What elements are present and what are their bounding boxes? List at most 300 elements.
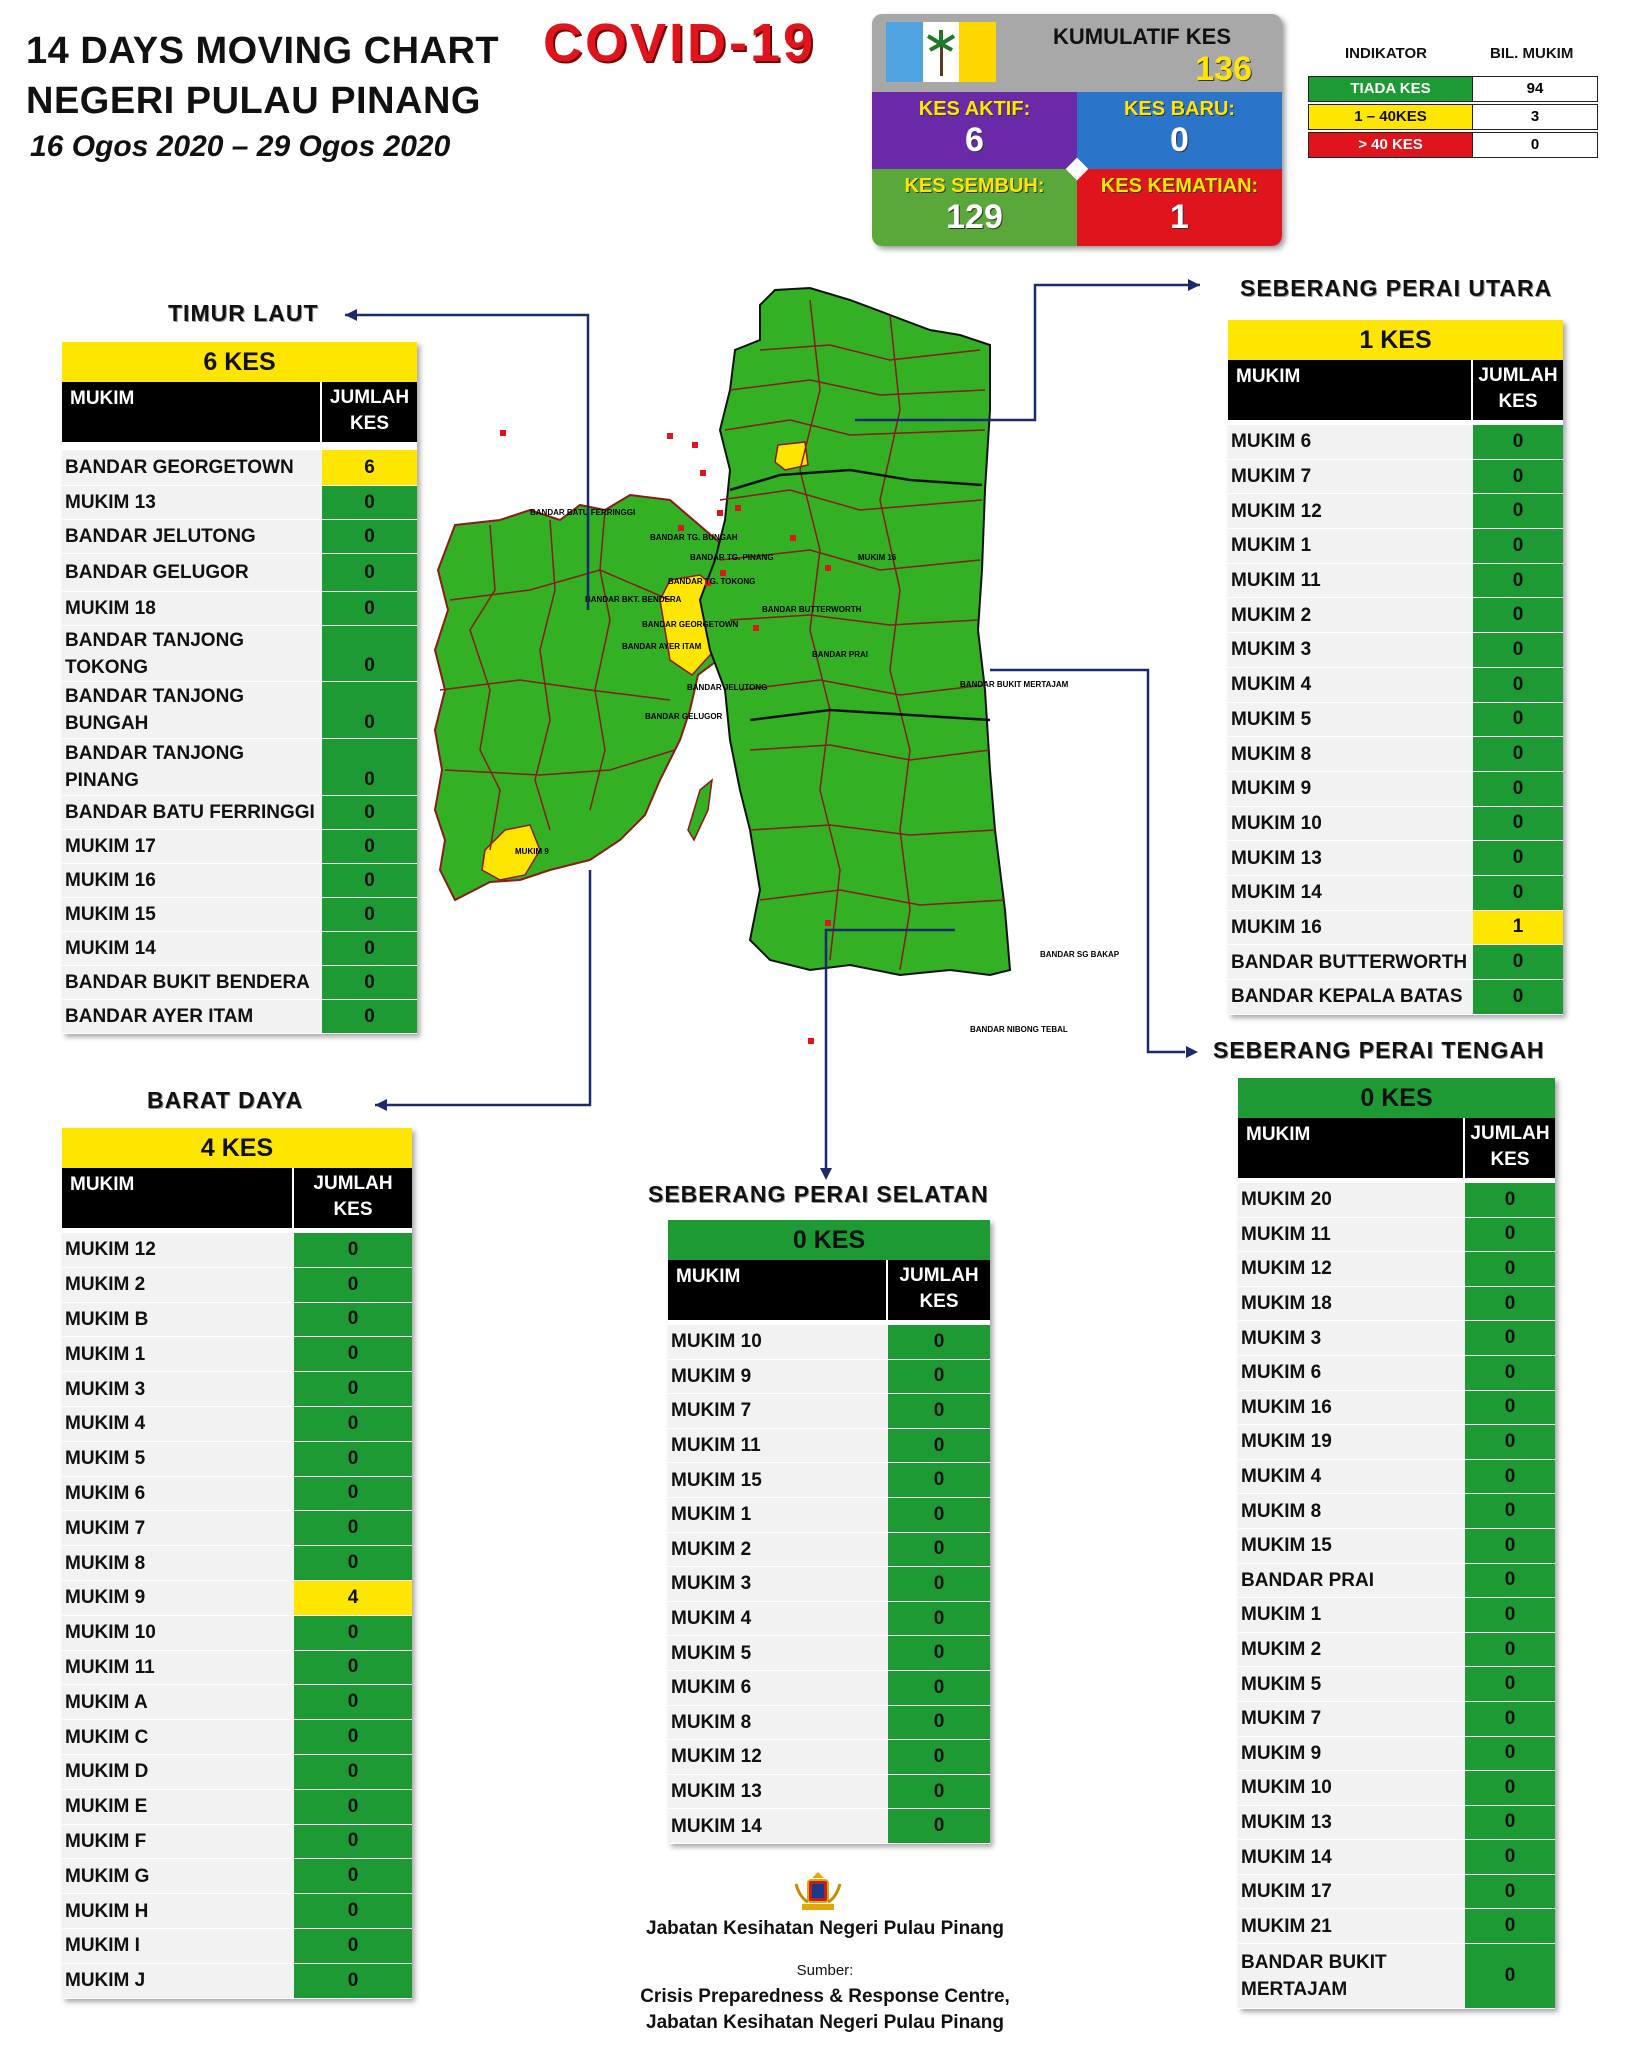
mukim-name: MUKIM 8 bbox=[1238, 1494, 1465, 1528]
table-row bbox=[62, 1442, 412, 1477]
table-row bbox=[1238, 1737, 1555, 1772]
table-row bbox=[1238, 1529, 1555, 1564]
map-label: MUKIM 9 bbox=[515, 847, 549, 856]
map-label: BANDAR TG. TOKONG bbox=[668, 577, 756, 586]
table-row: BANDAR TANJONG BUNGAH 0 bbox=[62, 682, 417, 739]
case-count: 0 bbox=[294, 1442, 412, 1476]
table-row bbox=[1238, 1564, 1555, 1599]
table-row bbox=[62, 1929, 412, 1964]
mukim-name: MUKIM 13 bbox=[1238, 1806, 1465, 1840]
mukim-name: BANDAR PRAI bbox=[1238, 1564, 1465, 1598]
table-row bbox=[1238, 1598, 1555, 1633]
table-row bbox=[668, 1533, 990, 1568]
mukim-name: MUKIM 11 bbox=[668, 1429, 888, 1463]
dept-name: Jabatan Kesihatan Negeri Pulau Pinang bbox=[646, 1918, 1004, 1939]
mukim-name: MUKIM 3 bbox=[1228, 633, 1473, 667]
mukim-name: MUKIM 5 bbox=[62, 1442, 294, 1476]
table-row bbox=[1238, 1875, 1555, 1910]
case-count: 0 bbox=[1465, 1425, 1555, 1459]
mukim-name: MUKIM 11 bbox=[1228, 564, 1473, 598]
table-row bbox=[1228, 911, 1563, 946]
chart-title: 14 DAYS MOVING CHART bbox=[26, 30, 500, 72]
table-row: BANDAR BUKIT BENDERA 0 bbox=[62, 966, 417, 1000]
date-range: 16 Ogos 2020 – 29 Ogos 2020 bbox=[30, 130, 451, 163]
state-title: NEGERI PULAU PINANG bbox=[26, 80, 481, 122]
table-row: BANDAR TANJONG PINANG 0 bbox=[62, 739, 417, 796]
case-count: 0 bbox=[294, 1859, 412, 1893]
case-count: 0 bbox=[294, 1894, 412, 1928]
map-label: BANDAR TG. PINANG bbox=[690, 553, 774, 562]
table-row bbox=[668, 1636, 990, 1671]
table-row bbox=[62, 1685, 412, 1720]
case-count: 0 bbox=[1473, 529, 1563, 563]
table-row bbox=[1238, 1667, 1555, 1702]
case-count: 0 bbox=[294, 1268, 412, 1302]
case-count: 0 bbox=[888, 1463, 990, 1497]
table-row bbox=[62, 1581, 412, 1616]
case-count: 0 bbox=[1465, 1909, 1555, 1943]
table-row bbox=[62, 1859, 412, 1894]
barat-daya-panel bbox=[62, 1128, 412, 1999]
indicator-label: TIADA KES bbox=[1309, 77, 1472, 101]
table-row bbox=[1228, 807, 1563, 842]
table-row bbox=[62, 1755, 412, 1790]
case-count: 0 bbox=[1473, 980, 1563, 1014]
case-count: 0 bbox=[294, 1720, 412, 1754]
case-count: 0 bbox=[1465, 1806, 1555, 1840]
case-count: 4 bbox=[294, 1581, 412, 1615]
table-row bbox=[1238, 1391, 1555, 1426]
table-row bbox=[668, 1394, 990, 1429]
mukim-name: MUKIM 14 bbox=[1228, 876, 1473, 910]
case-count: 0 bbox=[294, 1546, 412, 1580]
mukim-name: MUKIM 8 bbox=[1228, 737, 1473, 771]
case-count: 0 bbox=[1465, 1391, 1555, 1425]
mukim-name: MUKIM 9 bbox=[668, 1360, 888, 1394]
table-row bbox=[62, 1372, 412, 1407]
table-row: BANDAR JELUTONG 0 bbox=[62, 520, 417, 554]
table-row bbox=[1228, 564, 1563, 599]
table-header bbox=[62, 1168, 412, 1228]
table-row bbox=[1238, 1252, 1555, 1287]
case-count: 0 bbox=[294, 1651, 412, 1685]
case-count: 0 bbox=[1465, 1321, 1555, 1355]
sembuh-value: 129 bbox=[946, 198, 1003, 236]
case-count: 0 bbox=[294, 1372, 412, 1406]
case-count: 0 bbox=[294, 1790, 412, 1824]
case-count: 0 bbox=[294, 1477, 412, 1511]
table-row: MUKIM 13 0 bbox=[62, 486, 417, 520]
indicator-label: 1 – 40KES bbox=[1309, 105, 1472, 129]
kes-banner: 6 KES bbox=[62, 342, 417, 382]
table-row bbox=[1238, 1183, 1555, 1218]
case-count: 0 bbox=[294, 1337, 412, 1371]
mukim-name: MUKIM E bbox=[62, 1790, 294, 1824]
connector-sps bbox=[826, 930, 955, 1168]
timur-laut-panel bbox=[62, 342, 417, 1034]
table-row bbox=[1238, 1840, 1555, 1875]
mukim-name: MUKIM 4 bbox=[668, 1602, 888, 1636]
mukim-name: MUKIM A bbox=[62, 1685, 294, 1719]
mukim-col-header: MUKIM bbox=[676, 1266, 741, 1287]
indicator-label: > 40 KES bbox=[1309, 133, 1472, 157]
case-count: 0 bbox=[888, 1567, 990, 1601]
case-count: 0 bbox=[294, 1616, 412, 1650]
case-count: 0 bbox=[294, 1303, 412, 1337]
table-row bbox=[668, 1463, 990, 1498]
map-label: BANDAR AYER ITAM bbox=[622, 642, 702, 651]
mukim-name: MUKIM 4 bbox=[62, 1407, 294, 1441]
table-row bbox=[668, 1775, 990, 1810]
case-count: 0 bbox=[888, 1636, 990, 1670]
table-row bbox=[1228, 668, 1563, 703]
case-count: 0 bbox=[1465, 1218, 1555, 1252]
table-row bbox=[1228, 703, 1563, 738]
table-row: MUKIM 15 0 bbox=[62, 898, 417, 932]
mukim-name: MUKIM 4 bbox=[1228, 668, 1473, 702]
case-count: 0 bbox=[1473, 425, 1563, 459]
mukim-name: MUKIM 2 bbox=[668, 1533, 888, 1567]
table-row bbox=[1228, 945, 1563, 980]
case-count: 0 bbox=[1473, 494, 1563, 528]
mukim-name: MUKIM 5 bbox=[668, 1636, 888, 1670]
kumulatif-label: KUMULATIF KES bbox=[1052, 24, 1232, 49]
mukim-name: MUKIM D bbox=[62, 1755, 294, 1789]
timur-laut-title: TIMUR LAUT bbox=[168, 300, 319, 326]
mukim-name: MUKIM 10 bbox=[62, 1616, 294, 1650]
case-count: 0 bbox=[888, 1429, 990, 1463]
table-row bbox=[1238, 1425, 1555, 1460]
mukim-name: MUKIM 9 bbox=[1238, 1737, 1465, 1771]
case-count: 0 bbox=[888, 1533, 990, 1567]
table-row: BANDAR TANJONG TOKONG 0 bbox=[62, 626, 417, 682]
case-count: 0 bbox=[1465, 1771, 1555, 1805]
table-header bbox=[62, 382, 417, 442]
jumlah-col-header: JUMLAH KES bbox=[886, 1260, 990, 1320]
table-row bbox=[668, 1809, 990, 1844]
mukim-name: MUKIM 17 bbox=[1238, 1875, 1465, 1909]
baru-value: 0 bbox=[1170, 121, 1189, 159]
table-row bbox=[62, 1477, 412, 1512]
table-row bbox=[1228, 633, 1563, 668]
jumlah-col-header: JUMLAH KES bbox=[320, 382, 417, 442]
case-count: 0 bbox=[1465, 1460, 1555, 1494]
table-row bbox=[668, 1602, 990, 1637]
case-count: 0 bbox=[1465, 1564, 1555, 1598]
mukim-name: MUKIM 1 bbox=[1238, 1598, 1465, 1632]
mukim-name: MUKIM 18 bbox=[1238, 1287, 1465, 1321]
table-row bbox=[1238, 1218, 1555, 1253]
arrow-head bbox=[820, 1168, 832, 1180]
mukim-name: MUKIM 15 bbox=[1238, 1529, 1465, 1563]
mukim-name: MUKIM 10 bbox=[1238, 1771, 1465, 1805]
mukim-name: MUKIM 5 bbox=[1228, 703, 1473, 737]
table-row: BANDAR GELUGOR 0 bbox=[62, 554, 417, 592]
mukim-col-header: MUKIM bbox=[1236, 366, 1301, 387]
table-row bbox=[1228, 980, 1563, 1015]
case-count: 0 bbox=[1465, 1702, 1555, 1736]
case-count: 0 bbox=[1473, 703, 1563, 737]
jumlah-col-header: JUMLAH KES bbox=[1471, 360, 1563, 420]
mukim-name: MUKIM 14 bbox=[668, 1809, 888, 1843]
bil-mukim-col-header: BIL. MUKIM bbox=[1490, 45, 1574, 62]
table-row bbox=[668, 1325, 990, 1360]
table-row bbox=[1228, 425, 1563, 460]
mukim-name: MUKIM 2 bbox=[1228, 598, 1473, 632]
mukim-name: MUKIM G bbox=[62, 1859, 294, 1893]
table-row: MUKIM 17 0 bbox=[62, 830, 417, 864]
case-count: 0 bbox=[1473, 772, 1563, 806]
case-count: 0 bbox=[1465, 1633, 1555, 1667]
aktif-label: KES AKTIF: bbox=[918, 98, 1031, 120]
table-row bbox=[62, 1894, 412, 1929]
table-row bbox=[1228, 841, 1563, 876]
table-row bbox=[62, 1546, 412, 1581]
case-count: 0 bbox=[1473, 876, 1563, 910]
spt-title: SEBERANG PERAI TENGAH bbox=[1213, 1037, 1545, 1063]
mukim-name: MUKIM 3 bbox=[62, 1372, 294, 1406]
case-count: 0 bbox=[1473, 945, 1563, 979]
table-header bbox=[1228, 360, 1563, 420]
case-count: 0 bbox=[1465, 1287, 1555, 1321]
map-label: BANDAR BUTTERWORTH bbox=[762, 605, 862, 614]
indicator-value: 3 bbox=[1472, 105, 1597, 129]
case-count: 0 bbox=[294, 1407, 412, 1441]
map-label: BANDAR SG BAKAP bbox=[1040, 950, 1120, 959]
kes-banner: 0 KES bbox=[1238, 1078, 1555, 1118]
table-row bbox=[1238, 1356, 1555, 1391]
mukim-name: MUKIM 20 bbox=[1238, 1183, 1465, 1217]
kematian-value: 1 bbox=[1170, 198, 1189, 236]
mukim-name: BANDAR KEPALA BATAS bbox=[1228, 980, 1473, 1014]
case-count: 0 bbox=[1473, 668, 1563, 702]
table-header bbox=[1238, 1118, 1555, 1178]
mukim-name: MUKIM 12 bbox=[668, 1740, 888, 1774]
mukim-name: MUKIM 6 bbox=[668, 1671, 888, 1705]
map-label: MUKIM 16 bbox=[858, 553, 897, 562]
sps-title: SEBERANG PERAI SELATAN bbox=[648, 1181, 989, 1207]
table-row bbox=[1238, 1702, 1555, 1737]
case-count: 0 bbox=[888, 1775, 990, 1809]
case-count: 0 bbox=[1465, 1667, 1555, 1701]
case-count: 0 bbox=[1465, 1356, 1555, 1390]
case-count: 0 bbox=[1465, 1494, 1555, 1528]
table-row bbox=[1238, 1771, 1555, 1806]
mukim-col-header: MUKIM bbox=[70, 1174, 135, 1195]
kes-banner: 4 KES bbox=[62, 1128, 412, 1168]
source-label: Sumber: bbox=[796, 1962, 854, 1979]
table-row: MUKIM 14 0 bbox=[62, 932, 417, 966]
map-label: BANDAR BUKIT MERTAJAM bbox=[960, 680, 1069, 689]
mukim-name: MUKIM 15 bbox=[668, 1463, 888, 1497]
mukim-name: MUKIM 11 bbox=[1238, 1218, 1465, 1252]
table-row bbox=[1228, 737, 1563, 772]
mukim-name: BANDAR BUKIT MERTAJAM bbox=[1238, 1944, 1465, 2008]
map-label: BANDAR BKT. BENDERA bbox=[585, 595, 682, 604]
case-count: 0 bbox=[1473, 633, 1563, 667]
mukim-name: MUKIM 6 bbox=[1228, 425, 1473, 459]
mukim-name: MUKIM 3 bbox=[1238, 1321, 1465, 1355]
case-count: 0 bbox=[294, 1825, 412, 1859]
table-row bbox=[62, 1407, 412, 1442]
mukim-name: MUKIM 6 bbox=[62, 1477, 294, 1511]
case-count: 0 bbox=[294, 1233, 412, 1267]
table-row bbox=[668, 1498, 990, 1533]
map-label: BANDAR PRAI bbox=[812, 650, 868, 659]
case-count: 0 bbox=[888, 1325, 990, 1359]
mukim-name: MUKIM 21 bbox=[1238, 1909, 1465, 1943]
table-row bbox=[62, 1303, 412, 1338]
table-row bbox=[1238, 1806, 1555, 1841]
map-label: BANDAR NIBONG TEBAL bbox=[970, 1025, 1068, 1034]
table-row bbox=[62, 1337, 412, 1372]
mukim-name: MUKIM 1 bbox=[668, 1498, 888, 1532]
kumulatif-value: 136 bbox=[1195, 50, 1252, 88]
kematian-label: KES KEMATIAN: bbox=[1100, 175, 1259, 197]
table-row bbox=[1228, 529, 1563, 564]
barat-daya-title: BARAT DAYA bbox=[147, 1087, 304, 1113]
table-row bbox=[62, 1825, 412, 1860]
table-row bbox=[1228, 876, 1563, 911]
spt-panel bbox=[1238, 1078, 1555, 2009]
mukim-name: MUKIM 12 bbox=[1228, 494, 1473, 528]
case-count: 0 bbox=[888, 1671, 990, 1705]
map-label: BANDAR TG. BUNGAH bbox=[650, 533, 738, 542]
arrow-head bbox=[375, 1099, 387, 1111]
map-label: BANDAR JELUTONG bbox=[687, 683, 768, 692]
case-count: 0 bbox=[888, 1360, 990, 1394]
case-count: 0 bbox=[888, 1706, 990, 1740]
case-count: 0 bbox=[888, 1602, 990, 1636]
mukim-name: MUKIM 9 bbox=[62, 1581, 294, 1615]
mukim-name: MUKIM 12 bbox=[62, 1233, 294, 1267]
mukim-name: MUKIM 10 bbox=[1228, 807, 1473, 841]
mukim-name: MUKIM 12 bbox=[1238, 1252, 1465, 1286]
case-count: 0 bbox=[888, 1809, 990, 1843]
case-count: 0 bbox=[888, 1394, 990, 1428]
mukim-name: MUKIM I bbox=[62, 1929, 294, 1963]
case-count: 0 bbox=[1473, 598, 1563, 632]
table-row bbox=[1228, 460, 1563, 495]
table-row: MUKIM 18 0 bbox=[62, 592, 417, 626]
mukim-name: BANDAR BUTTERWORTH bbox=[1228, 945, 1473, 979]
mukim-name: MUKIM 1 bbox=[1228, 529, 1473, 563]
case-count: 0 bbox=[1465, 1944, 1555, 2008]
table-row: BANDAR GEORGETOWN 6 bbox=[62, 450, 417, 486]
sembuh-label: KES SEMBUH: bbox=[904, 175, 1045, 197]
mukim-name: MUKIM 8 bbox=[668, 1706, 888, 1740]
table-row bbox=[668, 1740, 990, 1775]
table-row bbox=[1238, 1633, 1555, 1668]
case-count: 1 bbox=[1473, 911, 1563, 945]
jumlah-col-header: JUMLAH KES bbox=[292, 1168, 412, 1228]
case-count: 0 bbox=[1465, 1598, 1555, 1632]
mukim-name: MUKIM J bbox=[62, 1964, 294, 1998]
map-label: BANDAR GELUGOR bbox=[645, 712, 723, 721]
table-row bbox=[62, 1651, 412, 1686]
connector-spu bbox=[855, 285, 1200, 420]
coat-of-arms-icon bbox=[790, 1868, 846, 1914]
connector-spt bbox=[990, 670, 1185, 1052]
case-count: 0 bbox=[1473, 807, 1563, 841]
case-count: 0 bbox=[1473, 737, 1563, 771]
sps-panel bbox=[668, 1220, 990, 1844]
table-row bbox=[668, 1360, 990, 1395]
arrow-head bbox=[345, 309, 357, 321]
map-label: BANDAR BATU FERRINGGI bbox=[530, 508, 636, 517]
mukim-name: MUKIM C bbox=[62, 1720, 294, 1754]
mukim-col-header: MUKIM bbox=[70, 388, 135, 409]
kes-banner: 1 KES bbox=[1228, 320, 1563, 360]
case-count: 0 bbox=[1473, 841, 1563, 875]
mukim-name: MUKIM 16 bbox=[1228, 911, 1473, 945]
mukim-name: MUKIM 2 bbox=[1238, 1633, 1465, 1667]
mukim-col-header: MUKIM bbox=[1246, 1124, 1311, 1145]
case-count: 0 bbox=[294, 1511, 412, 1545]
mukim-name: MUKIM 10 bbox=[668, 1325, 888, 1359]
case-count: 0 bbox=[888, 1498, 990, 1532]
mukim-name: MUKIM 9 bbox=[1228, 772, 1473, 806]
mukim-name: MUKIM 16 bbox=[1238, 1391, 1465, 1425]
table-row bbox=[62, 1790, 412, 1825]
table-row bbox=[62, 1720, 412, 1755]
case-count: 0 bbox=[294, 1964, 412, 1998]
mukim-name: MUKIM 2 bbox=[62, 1268, 294, 1302]
table-row bbox=[62, 1511, 412, 1546]
mukim-name: MUKIM 7 bbox=[1238, 1702, 1465, 1736]
case-count: 0 bbox=[888, 1740, 990, 1774]
indicator-value: 94 bbox=[1472, 77, 1597, 101]
table-row bbox=[668, 1567, 990, 1602]
source-line-2: Jabatan Kesihatan Negeri Pulau Pinang bbox=[646, 2012, 1004, 2033]
mukim-name: MUKIM 11 bbox=[62, 1651, 294, 1685]
mukim-name: MUKIM 13 bbox=[668, 1775, 888, 1809]
aktif-value: 6 bbox=[965, 121, 984, 159]
table-row bbox=[668, 1429, 990, 1464]
case-count: 0 bbox=[294, 1929, 412, 1963]
map-label: BANDAR GEORGETOWN bbox=[642, 620, 739, 629]
table-row bbox=[1238, 1321, 1555, 1356]
table-row bbox=[1238, 1944, 1555, 2009]
case-count: 0 bbox=[1465, 1840, 1555, 1874]
mukim-name: MUKIM 14 bbox=[1238, 1840, 1465, 1874]
mukim-name: MUKIM 1 bbox=[62, 1337, 294, 1371]
arrow-head bbox=[1188, 279, 1200, 291]
spu-panel bbox=[1228, 320, 1563, 1015]
case-count: 0 bbox=[294, 1685, 412, 1719]
table-header bbox=[668, 1260, 990, 1320]
table-row: BANDAR AYER ITAM 0 bbox=[62, 1000, 417, 1034]
covid-title: COVID-19 bbox=[543, 13, 817, 73]
mukim-name: MUKIM 19 bbox=[1238, 1425, 1465, 1459]
mukim-name: MUKIM 6 bbox=[1238, 1356, 1465, 1390]
table-row bbox=[668, 1706, 990, 1741]
case-count: 0 bbox=[1465, 1183, 1555, 1217]
mukim-name: MUKIM 4 bbox=[1238, 1460, 1465, 1494]
table-row bbox=[1228, 772, 1563, 807]
mukim-name: MUKIM B bbox=[62, 1303, 294, 1337]
case-count: 0 bbox=[1465, 1875, 1555, 1909]
table-row: BANDAR BATU FERRINGGI 0 bbox=[62, 796, 417, 830]
indicator-col-header: INDIKATOR bbox=[1345, 45, 1427, 62]
mukim-name: MUKIM 3 bbox=[668, 1567, 888, 1601]
jumlah-col-header: JUMLAH KES bbox=[1463, 1118, 1555, 1178]
table-row bbox=[62, 1964, 412, 1999]
mukim-name: MUKIM 7 bbox=[668, 1394, 888, 1428]
case-count: 0 bbox=[1465, 1252, 1555, 1286]
arrow-head bbox=[1186, 1046, 1198, 1058]
table-row: MUKIM 16 0 bbox=[62, 864, 417, 898]
